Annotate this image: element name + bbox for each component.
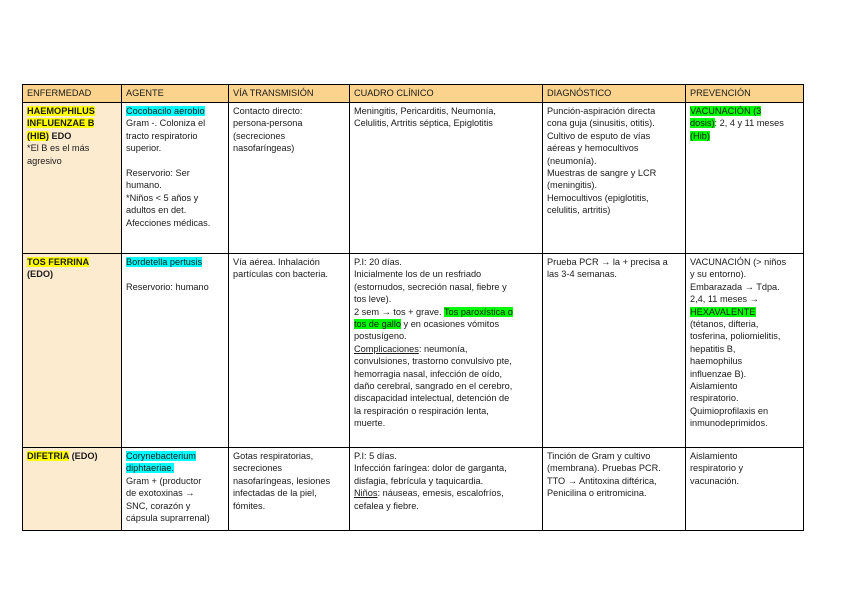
vaccine-highlight: HEXAVALENTE bbox=[690, 306, 756, 317]
text-line: Reservorio: humano bbox=[126, 281, 209, 292]
text-line: Gotas respiratorias, bbox=[233, 451, 314, 461]
text-line: hepatitis B, bbox=[690, 343, 736, 354]
text-line: inmunodeprimidos. bbox=[690, 418, 768, 429]
text-line: tracto respiratorio bbox=[126, 130, 198, 141]
text-line: disfagia, febrícula y taquicardia. bbox=[354, 475, 484, 486]
text-line: Aislamiento bbox=[690, 451, 738, 461]
text-line: (tétanos, difteria, bbox=[690, 319, 759, 330]
header-cuadro-clinico: CUADRO CLÍNICO bbox=[350, 85, 543, 103]
cell-cuadro-hib bbox=[350, 103, 543, 254]
vaccine-highlight: VACUNACIÓN (3 bbox=[690, 106, 762, 116]
text-line: vacunación. bbox=[690, 475, 740, 486]
edo-tag: EDO bbox=[48, 130, 72, 141]
text-line: la respiración o respiración lenta, bbox=[354, 405, 489, 416]
text-line: Penicilina o eritromicina. bbox=[547, 488, 647, 499]
cell-prevencion-tos-ferrina bbox=[686, 254, 804, 448]
text-line: nasofaríngeas, lesiones bbox=[233, 475, 331, 486]
text-line: : neumonía, bbox=[418, 343, 468, 354]
text-line: Muestras de sangre y LCR bbox=[547, 168, 657, 179]
text-line: SNC, corazón y bbox=[126, 500, 191, 511]
text-line: persona-persona bbox=[233, 118, 303, 129]
vaccine-highlight: dosis) bbox=[690, 118, 715, 129]
text-line: postusígeno. bbox=[354, 331, 407, 342]
header-row bbox=[23, 85, 804, 103]
agent-name: Corynebacterium bbox=[126, 451, 196, 461]
table-row-hib bbox=[23, 103, 804, 254]
text-line: discapacidad intelectual, detención de bbox=[354, 393, 510, 404]
text-line: Contacto directo: bbox=[233, 106, 303, 116]
text-line: infectadas de la piel, bbox=[233, 488, 317, 499]
text-line: Celulitis, Artritis séptica, Epiglotitis bbox=[354, 118, 493, 129]
text-line: tos leve). bbox=[354, 294, 392, 305]
text-line: humano. bbox=[126, 180, 162, 191]
text-line: daño cerebral, sangrado en el cerebro, bbox=[354, 381, 513, 392]
text-line: *Niños < 5 años y bbox=[126, 192, 199, 203]
text-line: Gram -. Coloniza el bbox=[126, 118, 206, 129]
text-line: y en ocasiones vómitos bbox=[401, 319, 500, 330]
disease-name: INFLUENZAE B bbox=[27, 118, 95, 129]
text-line: convulsiones, trastorno convulsivo pte, bbox=[354, 356, 512, 367]
agent-name: Bordetella pertusis bbox=[126, 257, 203, 267]
text-line: Inicialmente los de un resfriado bbox=[354, 269, 482, 280]
text-line: Gram + (productor bbox=[126, 475, 202, 486]
text-line: Cultivo de esputo de vías bbox=[547, 130, 651, 141]
text-line: cona guja (sinusitis, otitis). bbox=[547, 118, 655, 129]
text-line: (meningitis). bbox=[547, 180, 598, 191]
text-line: respiratorio. bbox=[690, 393, 739, 404]
text-line: TTO → Antitoxina diftérica, bbox=[547, 475, 657, 486]
disease-name: HAEMOPHILUS bbox=[27, 106, 95, 116]
cell-enfermedad-tos-ferrina bbox=[23, 254, 122, 448]
edo-tag: (EDO) bbox=[27, 269, 54, 280]
cell-diagnostico-hib bbox=[543, 103, 686, 254]
text-line: Quimioprofilaxis en bbox=[690, 405, 769, 416]
text-line: : 2, 4 y 11 meses bbox=[714, 118, 784, 129]
text-line: Hemocultivos (epiglotitis, bbox=[547, 192, 649, 203]
text-line: P.I: 5 días. bbox=[354, 451, 397, 461]
text-line: Embarazada → Tdpa. bbox=[690, 281, 780, 292]
text-line: secreciones bbox=[233, 463, 283, 474]
text-line: Reservorio: Ser bbox=[126, 168, 190, 179]
cell-agente-hib bbox=[122, 103, 229, 254]
cell-via-difetria bbox=[229, 448, 350, 531]
text-line: celulitis, artritis) bbox=[547, 205, 611, 216]
text-line: hemorragia nasal, infección de oído, bbox=[354, 368, 503, 379]
text-line: (estornudos, secreción nasal, fiebre y bbox=[354, 281, 507, 292]
text-line: superior. bbox=[126, 143, 162, 154]
text-line: cefalea y fiebre. bbox=[354, 500, 419, 511]
header-agente: AGENTE bbox=[122, 85, 229, 103]
text-line: (membrana). Pruebas PCR. bbox=[547, 463, 661, 474]
text-line: aéreas y hemocultivos bbox=[547, 143, 639, 154]
text-line: : náuseas, emesis, escalofríos, bbox=[377, 488, 504, 499]
table-row-tos-ferrina bbox=[23, 254, 804, 448]
disease-name: (HIB) bbox=[27, 130, 49, 141]
cell-via-tos-ferrina bbox=[229, 254, 350, 448]
text-line: Infección faríngea: dolor de garganta, bbox=[354, 463, 507, 474]
cell-via-hib bbox=[229, 103, 350, 254]
text-line: cápsula suprarrenal) bbox=[126, 513, 210, 524]
header-diagnostico: DIAGNÓSTICO bbox=[543, 85, 686, 103]
text-line: partículas con bacteria. bbox=[233, 269, 328, 280]
text-line: fómites. bbox=[233, 500, 266, 511]
text-line: 2,4, 11 meses → bbox=[690, 294, 759, 305]
header-prevencion: PREVENCIÓN bbox=[686, 85, 804, 103]
header-via-transmision: VÍA TRANSMISIÓN bbox=[229, 85, 350, 103]
complications-label: Complicaciones bbox=[354, 343, 419, 354]
ninos-label: Niños bbox=[354, 488, 378, 499]
text-line: Afecciones médicas. bbox=[126, 217, 211, 228]
cell-agente-tos-ferrina bbox=[122, 254, 229, 448]
disease-table bbox=[22, 84, 804, 531]
cell-diagnostico-tos-ferrina bbox=[543, 254, 686, 448]
agent-name: Cocobacilo aerobio bbox=[126, 106, 205, 116]
agent-name: diphtaeriae. bbox=[126, 463, 175, 474]
text-line: haemophilus bbox=[690, 356, 743, 367]
text-line: adultos en det. bbox=[126, 205, 187, 216]
text-line: las 3-4 semanas. bbox=[547, 269, 617, 280]
text-line: (secreciones bbox=[233, 130, 286, 141]
text-line: y su entorno). bbox=[690, 269, 747, 280]
text-line: P.I: 20 días. bbox=[354, 257, 402, 267]
text-line: Meningitis, Pericarditis, Neumonía, bbox=[354, 106, 496, 116]
text-line: Tinción de Gram y cultivo bbox=[547, 451, 651, 461]
text-line: muerte. bbox=[354, 418, 386, 429]
text-line: VACUNACIÓN (> niños bbox=[690, 257, 787, 267]
disease-note: agresivo bbox=[27, 155, 62, 166]
text-line: nasofaríngeas) bbox=[233, 143, 295, 154]
cell-agente-difetria bbox=[122, 448, 229, 531]
edo-tag: (EDO) bbox=[69, 451, 98, 461]
symptom-highlight: tos de gallo bbox=[354, 319, 401, 330]
header-enfermedad: ENFERMEDAD bbox=[23, 85, 122, 103]
symptom-highlight: Tos paroxística o bbox=[443, 306, 513, 317]
text-line: Punción-aspiración directa bbox=[547, 106, 656, 116]
text-line: Vía aérea. Inhalación bbox=[233, 257, 320, 267]
text-line: Prueba PCR → la + precisa a bbox=[547, 257, 668, 267]
vaccine-highlight: (Hib) bbox=[690, 130, 710, 141]
text-line: Aislamiento bbox=[690, 381, 738, 392]
disease-name: TOS FERRINA bbox=[27, 257, 90, 267]
cell-enfermedad-difetria bbox=[23, 448, 122, 531]
cell-prevencion-difetria bbox=[686, 448, 804, 531]
table-row-difetria bbox=[23, 448, 804, 531]
disease-name: DIFETRIA bbox=[27, 451, 70, 461]
cell-diagnostico-difetria bbox=[543, 448, 686, 531]
disease-note: *El B es el más bbox=[27, 143, 90, 154]
text-line: respiratorio y bbox=[690, 463, 744, 474]
text-line: de exotoxinas → bbox=[126, 488, 195, 499]
cell-cuadro-tos-ferrina bbox=[350, 254, 543, 448]
text-line: tosferina, poliomielitis, bbox=[690, 331, 781, 342]
cell-cuadro-difetria bbox=[350, 448, 543, 531]
text-line: (neumonía). bbox=[547, 155, 597, 166]
text-line: 2 sem → tos + grave. bbox=[354, 306, 444, 317]
text-line: influenzae B). bbox=[690, 368, 747, 379]
cell-enfermedad-hib bbox=[23, 103, 122, 254]
cell-prevencion-hib bbox=[686, 103, 804, 254]
